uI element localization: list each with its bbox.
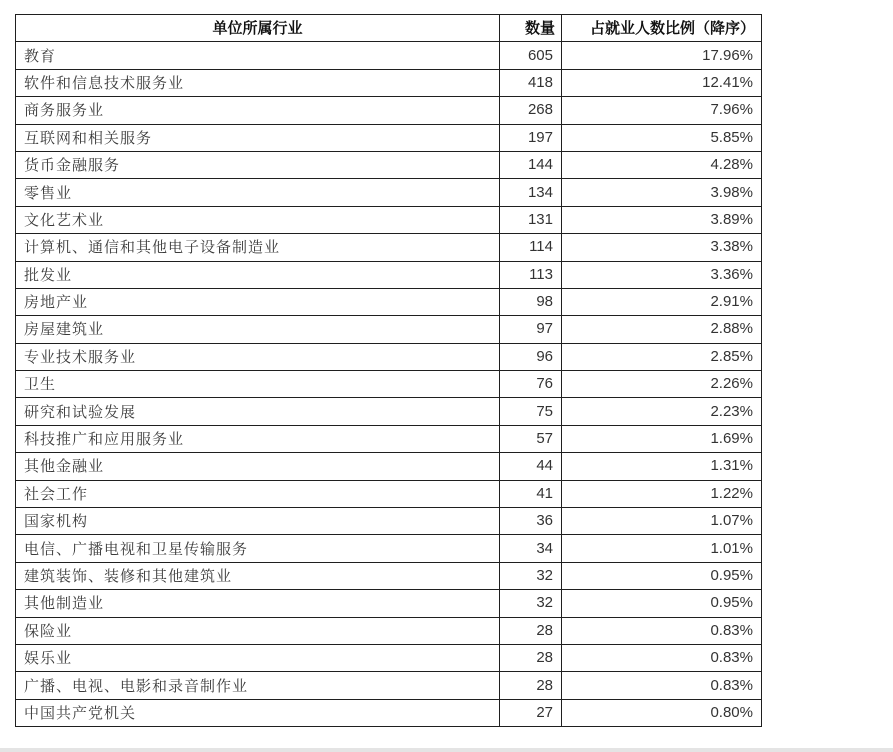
table-row	[16, 69, 762, 96]
industry-cell: 房地产业	[16, 288, 500, 315]
table-row	[16, 124, 762, 151]
count-cell: 34	[500, 535, 562, 562]
ratio-cell: 0.83%	[562, 617, 762, 644]
count-cell: 114	[500, 234, 562, 261]
ratio-cell: 17.96%	[562, 42, 762, 69]
ratio-cell: 0.95%	[562, 590, 762, 617]
industry-cell: 软件和信息技术服务业	[16, 69, 500, 96]
count-cell: 113	[500, 261, 562, 288]
industry-cell: 商务服务业	[16, 97, 500, 124]
count-cell: 44	[500, 453, 562, 480]
ratio-cell: 3.98%	[562, 179, 762, 206]
count-cell: 28	[500, 617, 562, 644]
industry-cell: 教育	[16, 42, 500, 69]
industry-cell: 电信、广播电视和卫星传输服务	[16, 535, 500, 562]
table-header-row	[16, 15, 762, 42]
industry-cell: 保险业	[16, 617, 500, 644]
table-row	[16, 42, 762, 69]
count-cell: 41	[500, 480, 562, 507]
ratio-cell: 12.41%	[562, 69, 762, 96]
ratio-cell: 2.88%	[562, 316, 762, 343]
table-row	[16, 617, 762, 644]
ratio-cell: 2.26%	[562, 371, 762, 398]
table-row	[16, 672, 762, 699]
industry-cell: 娱乐业	[16, 644, 500, 671]
page-bottom-edge	[0, 748, 893, 752]
ratio-cell: 1.31%	[562, 453, 762, 480]
count-cell: 28	[500, 644, 562, 671]
table-row	[16, 644, 762, 671]
ratio-cell: 3.89%	[562, 206, 762, 233]
ratio-cell: 0.83%	[562, 644, 762, 671]
industry-cell: 广播、电视、电影和录音制作业	[16, 672, 500, 699]
table-row	[16, 425, 762, 452]
count-cell: 75	[500, 398, 562, 425]
ratio-cell: 0.95%	[562, 562, 762, 589]
ratio-cell: 1.01%	[562, 535, 762, 562]
table-body	[16, 42, 762, 727]
count-cell: 28	[500, 672, 562, 699]
industry-cell: 中国共产党机关	[16, 699, 500, 726]
table-row	[16, 371, 762, 398]
count-cell: 76	[500, 371, 562, 398]
table-row	[16, 398, 762, 425]
industry-cell: 零售业	[16, 179, 500, 206]
count-cell: 131	[500, 206, 562, 233]
count-cell: 27	[500, 699, 562, 726]
industry-cell: 研究和试验发展	[16, 398, 500, 425]
industry-cell: 计算机、通信和其他电子设备制造业	[16, 234, 500, 261]
industry-cell: 互联网和相关服务	[16, 124, 500, 151]
count-cell: 32	[500, 562, 562, 589]
ratio-cell: 3.36%	[562, 261, 762, 288]
table-row	[16, 590, 762, 617]
table-row	[16, 97, 762, 124]
count-cell: 144	[500, 151, 562, 178]
ratio-cell: 1.69%	[562, 425, 762, 452]
header-count: 数量	[500, 15, 562, 42]
count-cell: 134	[500, 179, 562, 206]
ratio-cell: 3.38%	[562, 234, 762, 261]
table-row	[16, 508, 762, 535]
industry-cell: 卫生	[16, 371, 500, 398]
industry-cell: 货币金融服务	[16, 151, 500, 178]
header-ratio: 占就业人数比例（降序）	[562, 15, 762, 42]
table-row	[16, 453, 762, 480]
count-cell: 57	[500, 425, 562, 452]
count-cell: 96	[500, 343, 562, 370]
ratio-cell: 2.85%	[562, 343, 762, 370]
industry-cell: 其他金融业	[16, 453, 500, 480]
count-cell: 197	[500, 124, 562, 151]
table-row	[16, 234, 762, 261]
count-cell: 418	[500, 69, 562, 96]
count-cell: 98	[500, 288, 562, 315]
table-row	[16, 480, 762, 507]
table-row	[16, 288, 762, 315]
ratio-cell: 1.07%	[562, 508, 762, 535]
industry-cell: 国家机构	[16, 508, 500, 535]
industry-cell: 社会工作	[16, 480, 500, 507]
ratio-cell: 0.83%	[562, 672, 762, 699]
table-row	[16, 261, 762, 288]
table-row	[16, 562, 762, 589]
count-cell: 32	[500, 590, 562, 617]
count-cell: 605	[500, 42, 562, 69]
table-row	[16, 535, 762, 562]
table-row	[16, 316, 762, 343]
count-cell: 36	[500, 508, 562, 535]
industry-cell: 建筑装饰、装修和其他建筑业	[16, 562, 500, 589]
ratio-cell: 5.85%	[562, 124, 762, 151]
industry-cell: 批发业	[16, 261, 500, 288]
industry-cell: 科技推广和应用服务业	[16, 425, 500, 452]
ratio-cell: 4.28%	[562, 151, 762, 178]
table-row	[16, 179, 762, 206]
count-cell: 268	[500, 97, 562, 124]
table-row	[16, 206, 762, 233]
ratio-cell: 1.22%	[562, 480, 762, 507]
industry-cell: 其他制造业	[16, 590, 500, 617]
ratio-cell: 0.80%	[562, 699, 762, 726]
industry-cell: 专业技术服务业	[16, 343, 500, 370]
table-row	[16, 699, 762, 726]
count-cell: 97	[500, 316, 562, 343]
ratio-cell: 2.91%	[562, 288, 762, 315]
table-row	[16, 151, 762, 178]
industry-cell: 房屋建筑业	[16, 316, 500, 343]
industry-employment-table	[15, 14, 762, 727]
ratio-cell: 2.23%	[562, 398, 762, 425]
table-row	[16, 343, 762, 370]
industry-cell: 文化艺术业	[16, 206, 500, 233]
header-industry: 单位所属行业	[16, 15, 500, 42]
ratio-cell: 7.96%	[562, 97, 762, 124]
